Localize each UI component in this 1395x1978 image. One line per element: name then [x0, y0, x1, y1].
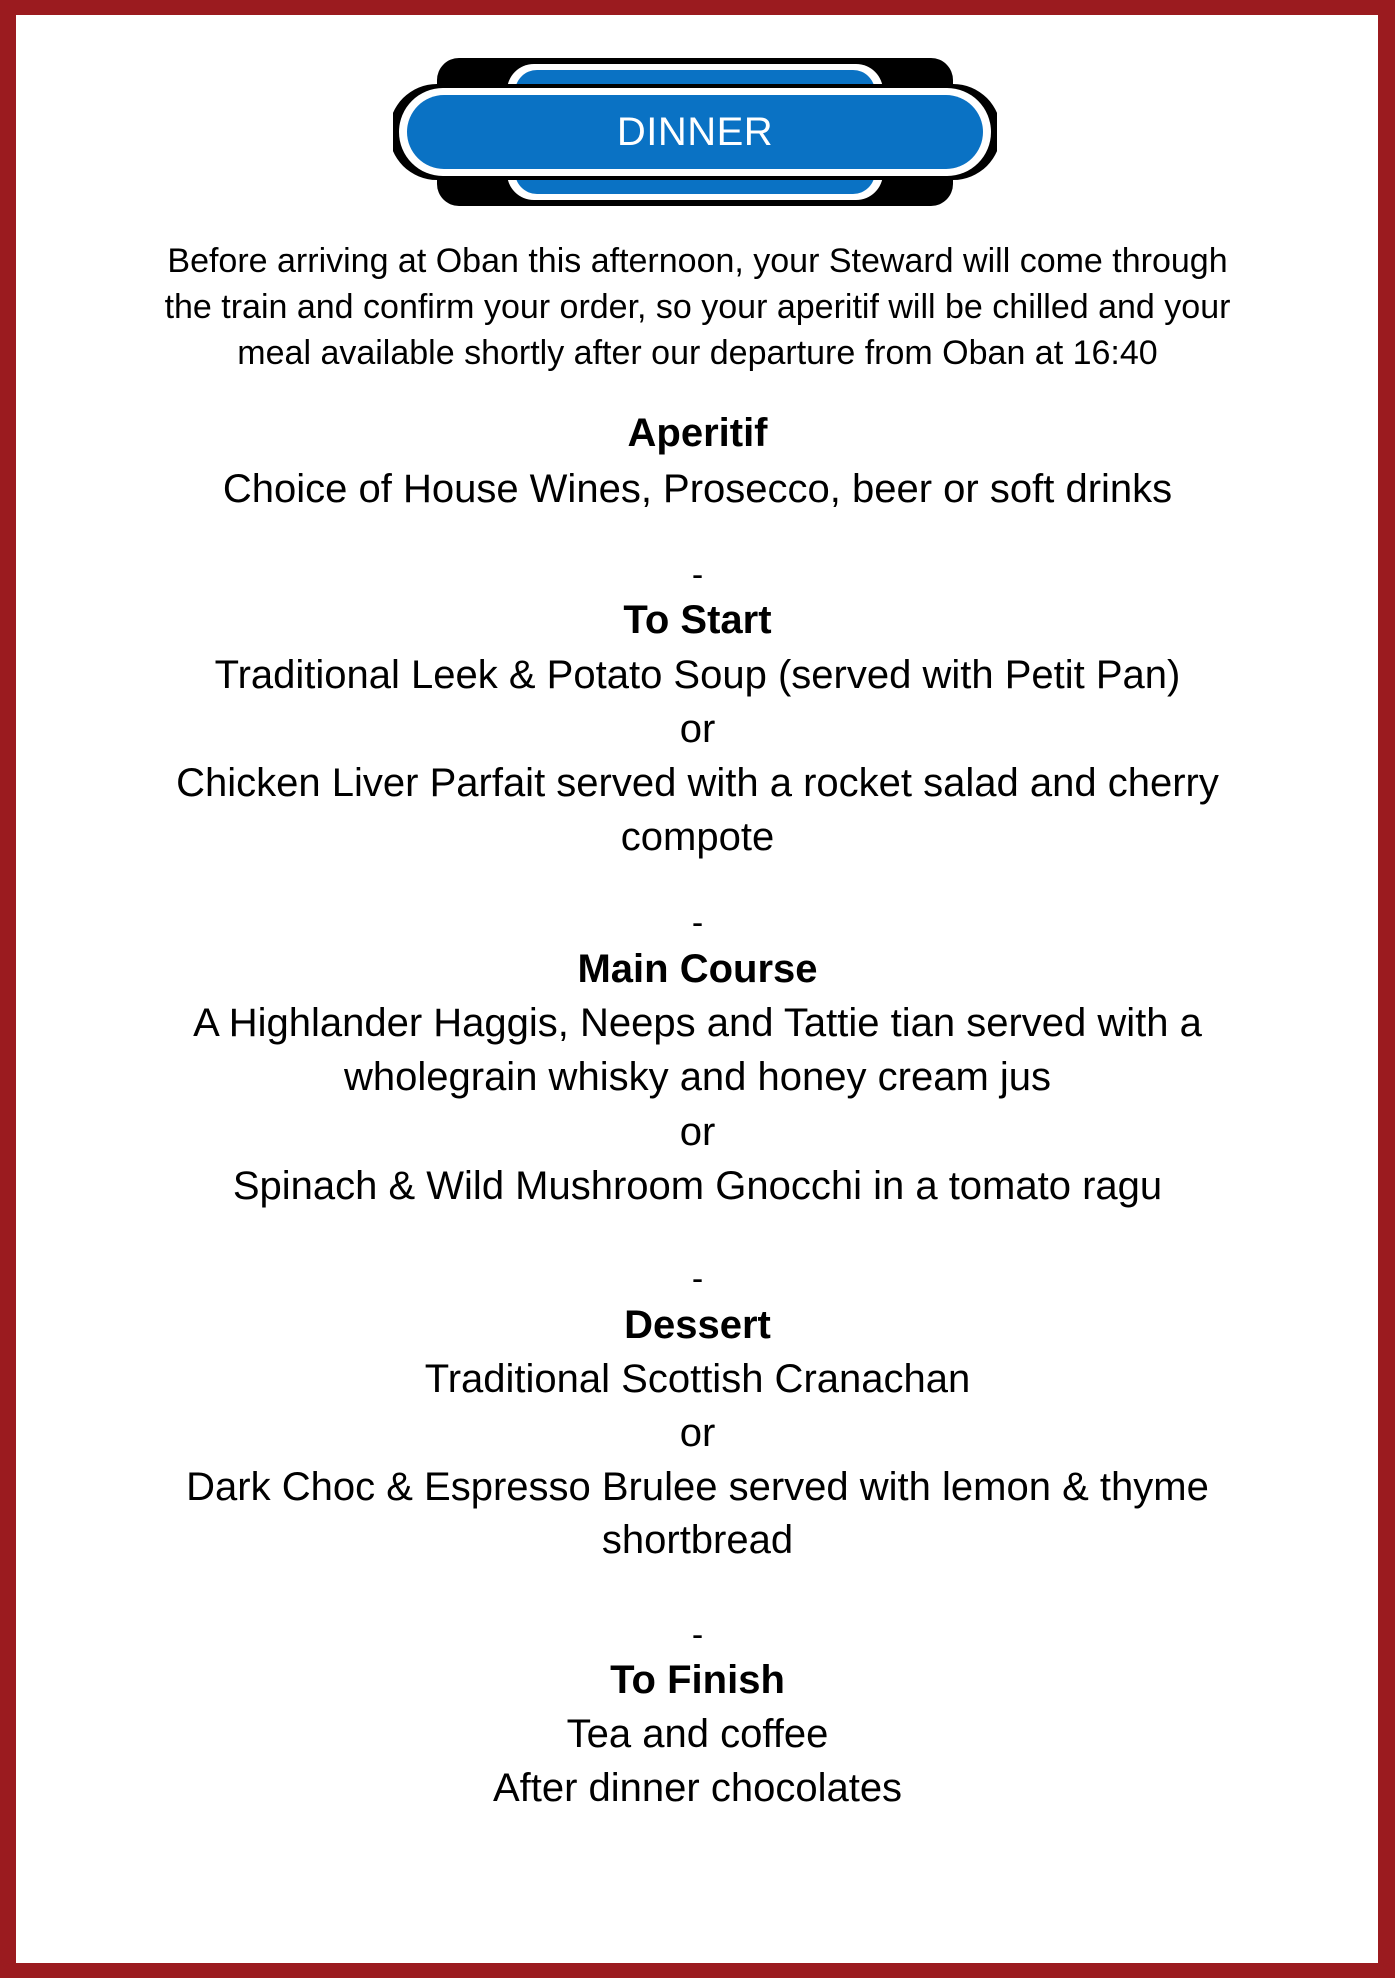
- sign-title: DINNER: [616, 110, 774, 154]
- or-divider: or: [679, 707, 716, 751]
- menu-item: A Highlander Haggis, Neeps and Tattie tian served with a: [193, 1001, 1202, 1045]
- section-separator: -: [691, 1616, 704, 1654]
- section-separator: -: [691, 556, 704, 594]
- section-separator: -: [691, 904, 704, 942]
- section-heading-to-start: To Start: [623, 598, 772, 642]
- menu-item-continued: shortbread: [601, 1518, 794, 1562]
- section-heading-dessert: Dessert: [624, 1303, 771, 1347]
- section-separator: -: [691, 1260, 704, 1298]
- intro-line: Before arriving at Oban this afternoon, your Steward will come through: [167, 242, 1228, 280]
- menu-item: Dark Choc & Espresso Brulee served with lemon & thyme: [186, 1465, 1209, 1509]
- intro-line: the train and confirm your order, so your aperitif will be chilled and your: [164, 288, 1231, 326]
- menu-item: Traditional Scottish Cranachan: [424, 1357, 971, 1401]
- menu-item: Choice of House Wines, Prosecco, beer or soft drinks: [222, 467, 1173, 511]
- section-heading-main-course: Main Course: [577, 947, 818, 991]
- menu-item-continued: compote: [620, 815, 775, 859]
- station-sign-logo: [393, 58, 997, 206]
- intro-line: meal available shortly after our departure from Oban at 16:40: [237, 334, 1158, 372]
- section-heading-to-finish: To Finish: [610, 1658, 785, 1702]
- or-divider: or: [679, 1110, 716, 1154]
- menu-item: After dinner chocolates: [492, 1766, 903, 1810]
- menu-item-continued: wholegrain whisky and honey cream jus: [343, 1055, 1052, 1099]
- intro-paragraph: [70, 238, 1325, 376]
- or-divider: or: [679, 1411, 716, 1455]
- menu-item: Traditional Leek & Potato Soup (served with Petit Pan): [214, 653, 1181, 697]
- section-heading-aperitif: Aperitif: [627, 411, 768, 455]
- menu-item: Spinach & Wild Mushroom Gnocchi in a tomato ragu: [232, 1164, 1163, 1208]
- menu-item: Tea and coffee: [566, 1712, 829, 1756]
- menu-item: Chicken Liver Parfait served with a rocket salad and cherry: [176, 761, 1219, 805]
